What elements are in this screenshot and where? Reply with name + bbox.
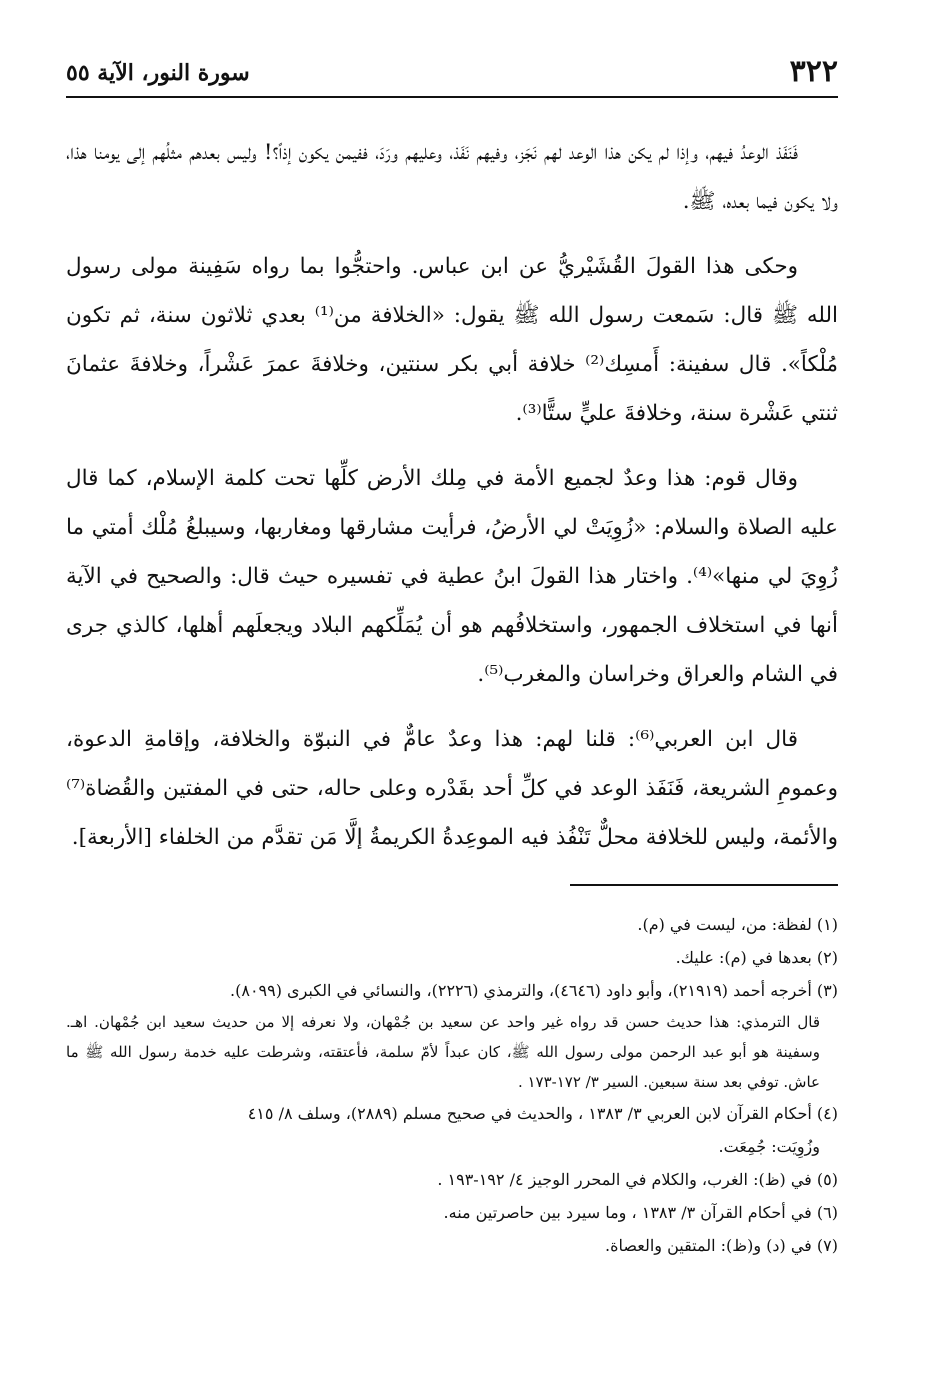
running-title: سورة النور، الآية ٥٥: [66, 60, 250, 86]
page-header: [66, 52, 838, 98]
main-text: [66, 128, 838, 878]
footnote-6: (٦) في أحكام القرآن ٣/ ١٣٨٣ ، وما سيرد بين حاصرتين منه.: [443, 1203, 838, 1222]
footnote-3: (٣) أخرجه أحمد (٢١٩١٩)، وأبو داود (٤٦٤٦)، والترمذي (٢٢٢٦)، والنسائي في الكبرى (٨٠٩٩).: [230, 981, 838, 1000]
paragraph: قال ابن العربي⁽⁶⁾: قلنا لهم: هذا وعدٌ عامٌّ في النبوّة والخلافة، وإقامةِ الدعوة، وعمومِ الشريعة، فَنَفَذ الوعد في كلِّ أحد بقَدْره وعلى حاله، حتى في المفتين والقُضاة⁽⁷⁾ والأئمة، وليس للخلافة محلٌّ تَنْفُذ فيه الموعِدةُ الكريمةُ إلَّا مَن تقدَّم من الخلفاء [الأربعة].: [66, 727, 838, 850]
footnote-5: (٥) في (ظ): الغرب، والكلام في المحرر الوجيز ٤/ ١٩٢-١٩٣ .: [437, 1170, 838, 1189]
page-number: ٣٢٢: [789, 54, 838, 89]
footnote-divider: [570, 884, 838, 886]
footnote-1: (١) لفظة: من، ليست في (م).: [637, 915, 838, 934]
footnote-7: (٧) في (د) و(ظ): المتقين والعصاة.: [605, 1236, 838, 1255]
footnote-3-note: قال الترمذي: هذا حديث حسن قد رواه غير واحد عن سعيد بن جُمْهان، ولا نعرفه إلا من حديث سعيد ابن جُمْهان. اهـ. وسفينة هو أبو عبد الرحمن مولى رسول الله ﷺ، كان عبداً لأمّ سلمة، فأعتقته، وشرطت عليه خدمة رسول الله ﷺ ما عاش. توفي بعد سنة سبعين. السير ٣/ ١٧٢-١٧٣ .: [66, 1013, 820, 1091]
footnote-4: (٤) أحكام القرآن لابن العربي ٣/ ١٣٨٣ ، والحديث في صحيح مسلم (٢٨٨٩)، وسلف ٨/ ٤١٥: [247, 1104, 838, 1123]
footnote-2: (٢) بعدها في (م): عليك.: [675, 948, 838, 967]
footnotes: [66, 908, 838, 1262]
paragraph: فَنَفَذ الوعدُ فيهم، وإذا لم يكن هذا الوعد لهم نَجَز، وفيهم نَفَذ، وعليهم ورَدَ، ففيمن يكون إذاً؟! وليس بعدهم مثلُهم إلى يومنا هذا، ولا يكون فيما بعده، ﷺ.: [66, 140, 838, 214]
paragraph: وحكى هذا القولَ القُشَيْريُّ عن ابن عباس. واحتجُّوا بما رواه سَفِينة مولى رسول الله ﷺ قال: سَمعت رسول الله ﷺ يقول: «الخلافة من⁽¹⁾ بعدي ثلاثون سنة، ثم تكون مُلْكاً». قال سفينة: أَمسِك⁽²⁾ خلافة أبي بكر سنتين، وخلافةَ عمرَ عَشْراً، وخلافةَ عثمانَ ثنتي عَشْرة سنة، وخلافةَ عليٍّ ستًّا⁽³⁾.: [66, 254, 838, 426]
footnote-4-continuation: وزُوِيَت: جُمِعَت.: [718, 1137, 820, 1156]
paragraph: وقال قوم: هذا وعدٌ لجميع الأمة في مِلك الأرض كلِّها تحت كلمة الإسلام، كما قال عليه الصلاة والسلام: «زُوِيَتْ لي الأرضُ، فرأيت مشارقها ومغاربها، وسيبلغُ مُلْك أمتي ما زُوِيَ لي منها»⁽⁴⁾. واختار هذا القولَ ابنُ عطية في تفسيره حيث قال: والصحيح في الآية أنها في استخلاف الجمهور، واستخلافُهم هو أن يُمَلِّكهم البلاد ويجعلَهم أهلها، كالذي جرى في الشام والعراق وخراسان والمغرب⁽⁵⁾.: [66, 466, 838, 687]
